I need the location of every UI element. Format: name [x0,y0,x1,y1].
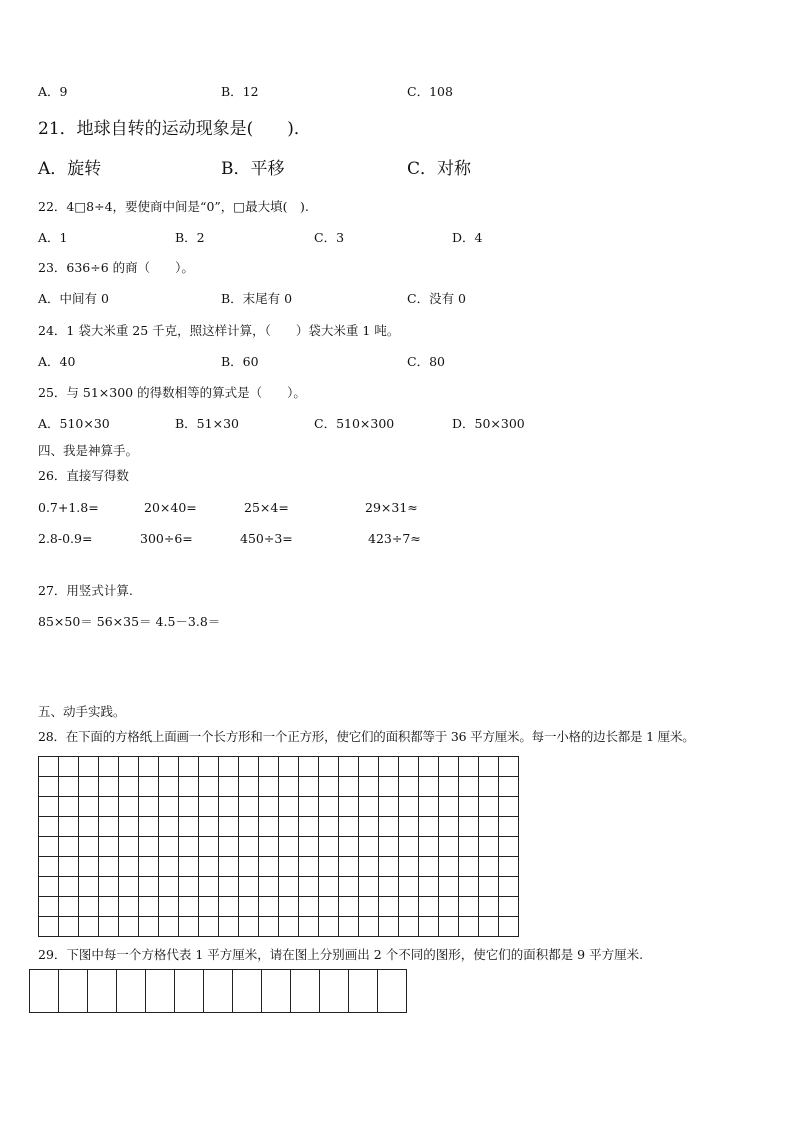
grid-cell[interactable] [499,797,519,817]
grid-cell[interactable] [379,897,399,917]
grid-cell[interactable] [339,877,359,897]
grid-cell[interactable] [359,817,379,837]
grid-cell[interactable] [199,857,219,877]
grid-cell[interactable] [319,857,339,877]
grid-cell[interactable] [39,777,59,797]
grid-cell[interactable] [339,837,359,857]
grid-cell[interactable] [339,917,359,937]
grid-cell[interactable] [59,970,88,1013]
grid-cell[interactable] [379,837,399,857]
grid-cell[interactable] [219,757,239,777]
grid-cell[interactable] [219,917,239,937]
q21-option-a: A．旋转 [38,159,102,179]
grid-cell[interactable] [99,797,119,817]
q23-option-b: B．末尾有 0 [221,291,293,306]
grid-cell[interactable] [499,917,519,937]
grid-cell[interactable] [359,917,379,937]
grid-cell[interactable] [299,837,319,857]
grid-cell[interactable] [239,917,259,937]
grid-cell[interactable] [479,897,499,917]
grid-cell[interactable] [259,837,279,857]
grid-cell[interactable] [139,897,159,917]
grid-cell[interactable] [359,837,379,857]
grid-cell[interactable] [299,877,319,897]
grid-cell[interactable] [499,777,519,797]
grid-cell[interactable] [379,917,399,937]
grid-cell[interactable] [279,877,299,897]
grid-cell[interactable] [159,837,179,857]
grid-cell[interactable] [159,877,179,897]
grid-cell[interactable] [319,897,339,917]
grid-cell[interactable] [179,877,199,897]
grid-cell[interactable] [359,857,379,877]
grid-cell[interactable] [439,897,459,917]
grid-cell[interactable] [59,877,79,897]
grid-cell[interactable] [199,817,219,837]
grid-cell[interactable] [439,917,459,937]
grid-cell[interactable] [339,777,359,797]
grid-cell[interactable] [419,777,439,797]
grid-cell[interactable] [239,877,259,897]
grid-cell[interactable] [359,797,379,817]
grid-cell[interactable] [339,857,359,877]
grid-cell[interactable] [59,817,79,837]
q27-text: 27．用竖式计算. [38,583,133,598]
grid-cell[interactable] [119,917,139,937]
grid-cell[interactable] [359,757,379,777]
grid-cell[interactable] [79,837,99,857]
grid-cell[interactable] [259,777,279,797]
grid-cell[interactable] [319,777,339,797]
grid-cell[interactable] [419,797,439,817]
grid-cell[interactable] [279,917,299,937]
grid-cell[interactable] [319,797,339,817]
q23-option-c: C．没有 0 [407,291,466,306]
grid-cell[interactable] [439,817,459,837]
q26-item: 2.8-0.9= [38,531,93,546]
grid-cell[interactable] [379,877,399,897]
grid-cell[interactable] [262,970,291,1013]
grid-cell[interactable] [419,837,439,857]
section-4-heading: 四、我是神算手。 [38,443,139,458]
grid-cell[interactable] [79,857,99,877]
grid-cell[interactable] [139,857,159,877]
grid-cell[interactable] [139,837,159,857]
grid-cell[interactable] [349,970,378,1013]
grid-cell[interactable] [279,797,299,817]
grid-cell[interactable] [99,777,119,797]
grid-cell[interactable] [399,897,419,917]
grid-cell[interactable] [379,817,399,837]
grid-cell[interactable] [79,817,99,837]
grid-cell[interactable] [299,917,319,937]
grid-cell[interactable] [39,797,59,817]
grid-cell[interactable] [299,757,319,777]
grid-cell[interactable] [378,970,407,1013]
q25-option-a: A．510×30 [38,416,110,431]
grid-cell[interactable] [419,857,439,877]
grid-cell[interactable] [319,817,339,837]
grid-cell[interactable] [119,797,139,817]
grid-cell[interactable] [119,837,139,857]
grid-cell[interactable] [39,917,59,937]
grid-cell[interactable] [119,857,139,877]
grid-cell[interactable] [88,970,117,1013]
grid-cell[interactable] [79,777,99,797]
grid-cell[interactable] [199,777,219,797]
grid-cell[interactable] [239,757,259,777]
grid-cell[interactable] [30,970,59,1013]
grid-cell[interactable] [439,877,459,897]
grid-cell[interactable] [179,897,199,917]
grid-cell[interactable] [419,917,439,937]
grid-cell[interactable] [279,897,299,917]
grid-cell[interactable] [159,917,179,937]
grid-cell[interactable] [99,857,119,877]
grid-cell[interactable] [299,817,319,837]
q22-option-b: B．2 [175,230,205,245]
grid-cell[interactable] [379,757,399,777]
q26-item: 450÷3= [240,531,293,546]
grid-cell[interactable] [239,837,259,857]
grid-cell[interactable] [219,857,239,877]
q26-item: 300÷6= [140,531,193,546]
grid-cell[interactable] [239,797,259,817]
grid-cell[interactable] [419,877,439,897]
grid-cell[interactable] [459,837,479,857]
grid-cell[interactable] [459,777,479,797]
grid-cell[interactable] [59,797,79,817]
grid-cell[interactable] [479,837,499,857]
grid-cell[interactable] [259,917,279,937]
grid-cell[interactable] [99,877,119,897]
grid-cell[interactable] [459,877,479,897]
grid-cell[interactable] [359,777,379,797]
q25-text: 25．与 51×300 的得数相等的算式是（ ）。 [38,385,306,400]
grid-cell[interactable] [39,837,59,857]
grid-cell[interactable] [279,837,299,857]
grid-cell[interactable] [59,897,79,917]
grid-cell[interactable] [339,817,359,837]
grid-cell[interactable] [79,897,99,917]
grid-cell[interactable] [299,797,319,817]
grid-cell[interactable] [399,837,419,857]
grid-cell[interactable] [59,757,79,777]
grid-cell[interactable] [159,897,179,917]
grid-cell[interactable] [199,877,219,897]
grid-cell[interactable] [279,857,299,877]
grid-cell[interactable] [199,797,219,817]
grid-cell[interactable] [279,817,299,837]
grid-cell[interactable] [39,877,59,897]
grid-cell[interactable] [139,817,159,837]
grid-cell[interactable] [479,917,499,937]
grid-cell[interactable] [439,777,459,797]
grid-cell[interactable] [159,797,179,817]
grid-cell[interactable] [139,797,159,817]
grid-cell[interactable] [339,757,359,777]
grid-cell[interactable] [179,777,199,797]
grid-cell[interactable] [259,757,279,777]
q24-option-a: A．40 [38,354,76,369]
grid-cell[interactable] [499,837,519,857]
grid-cell[interactable] [279,777,299,797]
grid-cell[interactable] [39,817,59,837]
grid-cell[interactable] [79,917,99,937]
q21-text: 21．地球自转的运动现象是( )． [38,119,311,139]
q26-item: 0.7+1.8= [38,500,99,515]
grid-cell[interactable] [379,777,399,797]
grid-cell[interactable] [299,777,319,797]
grid-cell[interactable] [259,817,279,837]
q22-option-a: A．1 [38,230,68,245]
grid-cell[interactable] [379,797,399,817]
q29-text: 29．下图中每一个方格代表 1 平方厘米，请在图上分别画出 2 个不同的图形，使它们的面积都是 9 平方厘米. [38,947,644,962]
grid-cell[interactable] [339,897,359,917]
grid-cell[interactable] [291,970,320,1013]
grid-cell[interactable] [139,757,159,777]
grid-cell[interactable] [399,817,419,837]
grid-cell[interactable] [399,757,419,777]
grid-cell[interactable] [479,877,499,897]
grid-cell[interactable] [119,757,139,777]
grid-cell[interactable] [399,777,419,797]
grid-cell[interactable] [119,777,139,797]
q22-option-c: C．3 [314,230,345,245]
grid-cell[interactable] [319,877,339,897]
grid-cell[interactable] [499,897,519,917]
q27-items: 85×50＝ 56×35＝ 4.5－3.8＝ [38,614,221,629]
grid-cell[interactable] [259,897,279,917]
grid-cell[interactable] [299,857,319,877]
grid-cell[interactable] [59,837,79,857]
grid-cell[interactable] [239,817,259,837]
q20-option-c: C．108 [407,84,453,99]
grid-cell[interactable] [219,837,239,857]
grid-cell[interactable] [179,817,199,837]
section-5-heading: 五、动手实践。 [38,704,126,719]
grid-cell[interactable] [359,877,379,897]
grid-cell[interactable] [219,817,239,837]
grid-cell[interactable] [319,837,339,857]
grid-cell[interactable] [139,877,159,897]
grid-cell[interactable] [479,817,499,837]
grid-cell[interactable] [39,897,59,917]
square-strip-grid[interactable] [29,969,407,1013]
grid-cell[interactable] [459,797,479,817]
grid-cell[interactable] [399,877,419,897]
grid-cell[interactable] [99,837,119,857]
grid-cell[interactable] [79,877,99,897]
grid-cell[interactable] [199,837,219,857]
grid-cell[interactable] [219,897,239,917]
grid-cell[interactable] [479,857,499,877]
grid-cell[interactable] [259,797,279,817]
grid-cell[interactable] [99,757,119,777]
grid-cell[interactable] [279,757,299,777]
grid-cell[interactable] [39,857,59,877]
grid-cell[interactable] [399,797,419,817]
grid-cell[interactable] [117,970,146,1013]
q26-item: 20×40= [144,500,197,515]
q24-option-c: C．80 [407,354,445,369]
grid-cell[interactable] [39,757,59,777]
grid-cell[interactable] [259,857,279,877]
grid-cell[interactable] [59,917,79,937]
q26-text: 26．直接写得数 [38,468,129,483]
grid-cell[interactable] [146,970,175,1013]
q23-option-a: A．中间有 0 [38,291,109,306]
grid-cell[interactable] [419,757,439,777]
grid-cell[interactable] [233,970,262,1013]
square-grid-paper[interactable] [38,756,519,937]
grid-cell[interactable] [459,757,479,777]
grid-cell[interactable] [99,897,119,917]
grid-cell[interactable] [459,857,479,877]
grid-cell[interactable] [179,757,199,777]
grid-cell[interactable] [179,797,199,817]
grid-cell[interactable] [179,917,199,937]
grid-cell[interactable] [320,970,349,1013]
q23-text: 23．636÷6 的商（ ）。 [38,260,194,275]
grid-cell[interactable] [259,877,279,897]
grid-cell[interactable] [79,757,99,777]
grid-cell[interactable] [139,917,159,937]
grid-cell[interactable] [199,917,219,937]
q28-text: 28．在下面的方格纸上面画一个长方形和一个正方形，使它们的面积都等于 36 平方厘米。每一小格的边长都是 1 厘米。 [38,729,695,744]
grid-cell[interactable] [319,757,339,777]
q25-option-d: D．50×300 [452,416,525,431]
grid-cell[interactable] [479,757,499,777]
q25-option-b: B．51×30 [175,416,239,431]
grid-cell[interactable] [219,877,239,897]
grid-cell[interactable] [204,970,233,1013]
grid-cell[interactable] [159,777,179,797]
grid-cell[interactable] [99,817,119,837]
grid-cell[interactable] [359,897,379,917]
grid-cell[interactable] [119,817,139,837]
grid-cell[interactable] [99,917,119,937]
grid-cell[interactable] [299,897,319,917]
grid-cell[interactable] [479,797,499,817]
grid-cell[interactable] [459,817,479,837]
grid-cell[interactable] [459,897,479,917]
grid-cell[interactable] [159,857,179,877]
grid-cell[interactable] [239,777,259,797]
grid-cell[interactable] [419,897,439,917]
q24-option-b: B．60 [221,354,259,369]
grid-cell[interactable] [499,857,519,877]
grid-cell[interactable] [239,897,259,917]
grid-cell[interactable] [399,857,419,877]
grid-cell[interactable] [499,817,519,837]
grid-cell[interactable] [179,857,199,877]
grid-cell[interactable] [499,877,519,897]
grid-cell[interactable] [319,917,339,937]
grid-cell[interactable] [175,970,204,1013]
grid-cell[interactable] [379,857,399,877]
grid-cell[interactable] [499,757,519,777]
grid-cell[interactable] [439,857,459,877]
grid-cell[interactable] [199,757,219,777]
q20-option-b: B．12 [221,84,259,99]
grid-cell[interactable] [479,777,499,797]
grid-cell[interactable] [339,797,359,817]
grid-cell[interactable] [459,917,479,937]
grid-cell[interactable] [239,857,259,877]
q22-text: 22．4□8÷4，要使商中间是“0”，□最大填( ). [38,199,309,214]
q22-option-d: D．4 [452,230,483,245]
grid-cell[interactable] [439,837,459,857]
q21-option-b: B．平移 [221,159,285,179]
q25-option-c: C．510×300 [314,416,395,431]
grid-cell[interactable] [439,757,459,777]
q26-item: 423÷7≈ [368,531,421,546]
grid-cell[interactable] [159,757,179,777]
grid-cell[interactable] [119,877,139,897]
grid-cell[interactable] [419,817,439,837]
grid-cell[interactable] [199,897,219,917]
q20-option-a: A．9 [38,84,68,99]
q26-item: 25×4= [244,500,289,515]
grid-cell[interactable] [79,797,99,817]
grid-cell[interactable] [159,817,179,837]
grid-cell[interactable] [219,777,239,797]
grid-cell[interactable] [439,797,459,817]
grid-cell[interactable] [399,917,419,937]
grid-cell[interactable] [59,857,79,877]
grid-cell[interactable] [139,777,159,797]
grid-cell[interactable] [59,777,79,797]
grid-cell[interactable] [219,797,239,817]
q24-text: 24．1 袋大米重 25 千克，照这样计算，（ ）袋大米重 1 吨。 [38,323,400,338]
grid-cell[interactable] [179,837,199,857]
q21-option-c: C．对称 [407,159,472,179]
grid-cell[interactable] [119,897,139,917]
q26-item: 29×31≈ [365,500,418,515]
